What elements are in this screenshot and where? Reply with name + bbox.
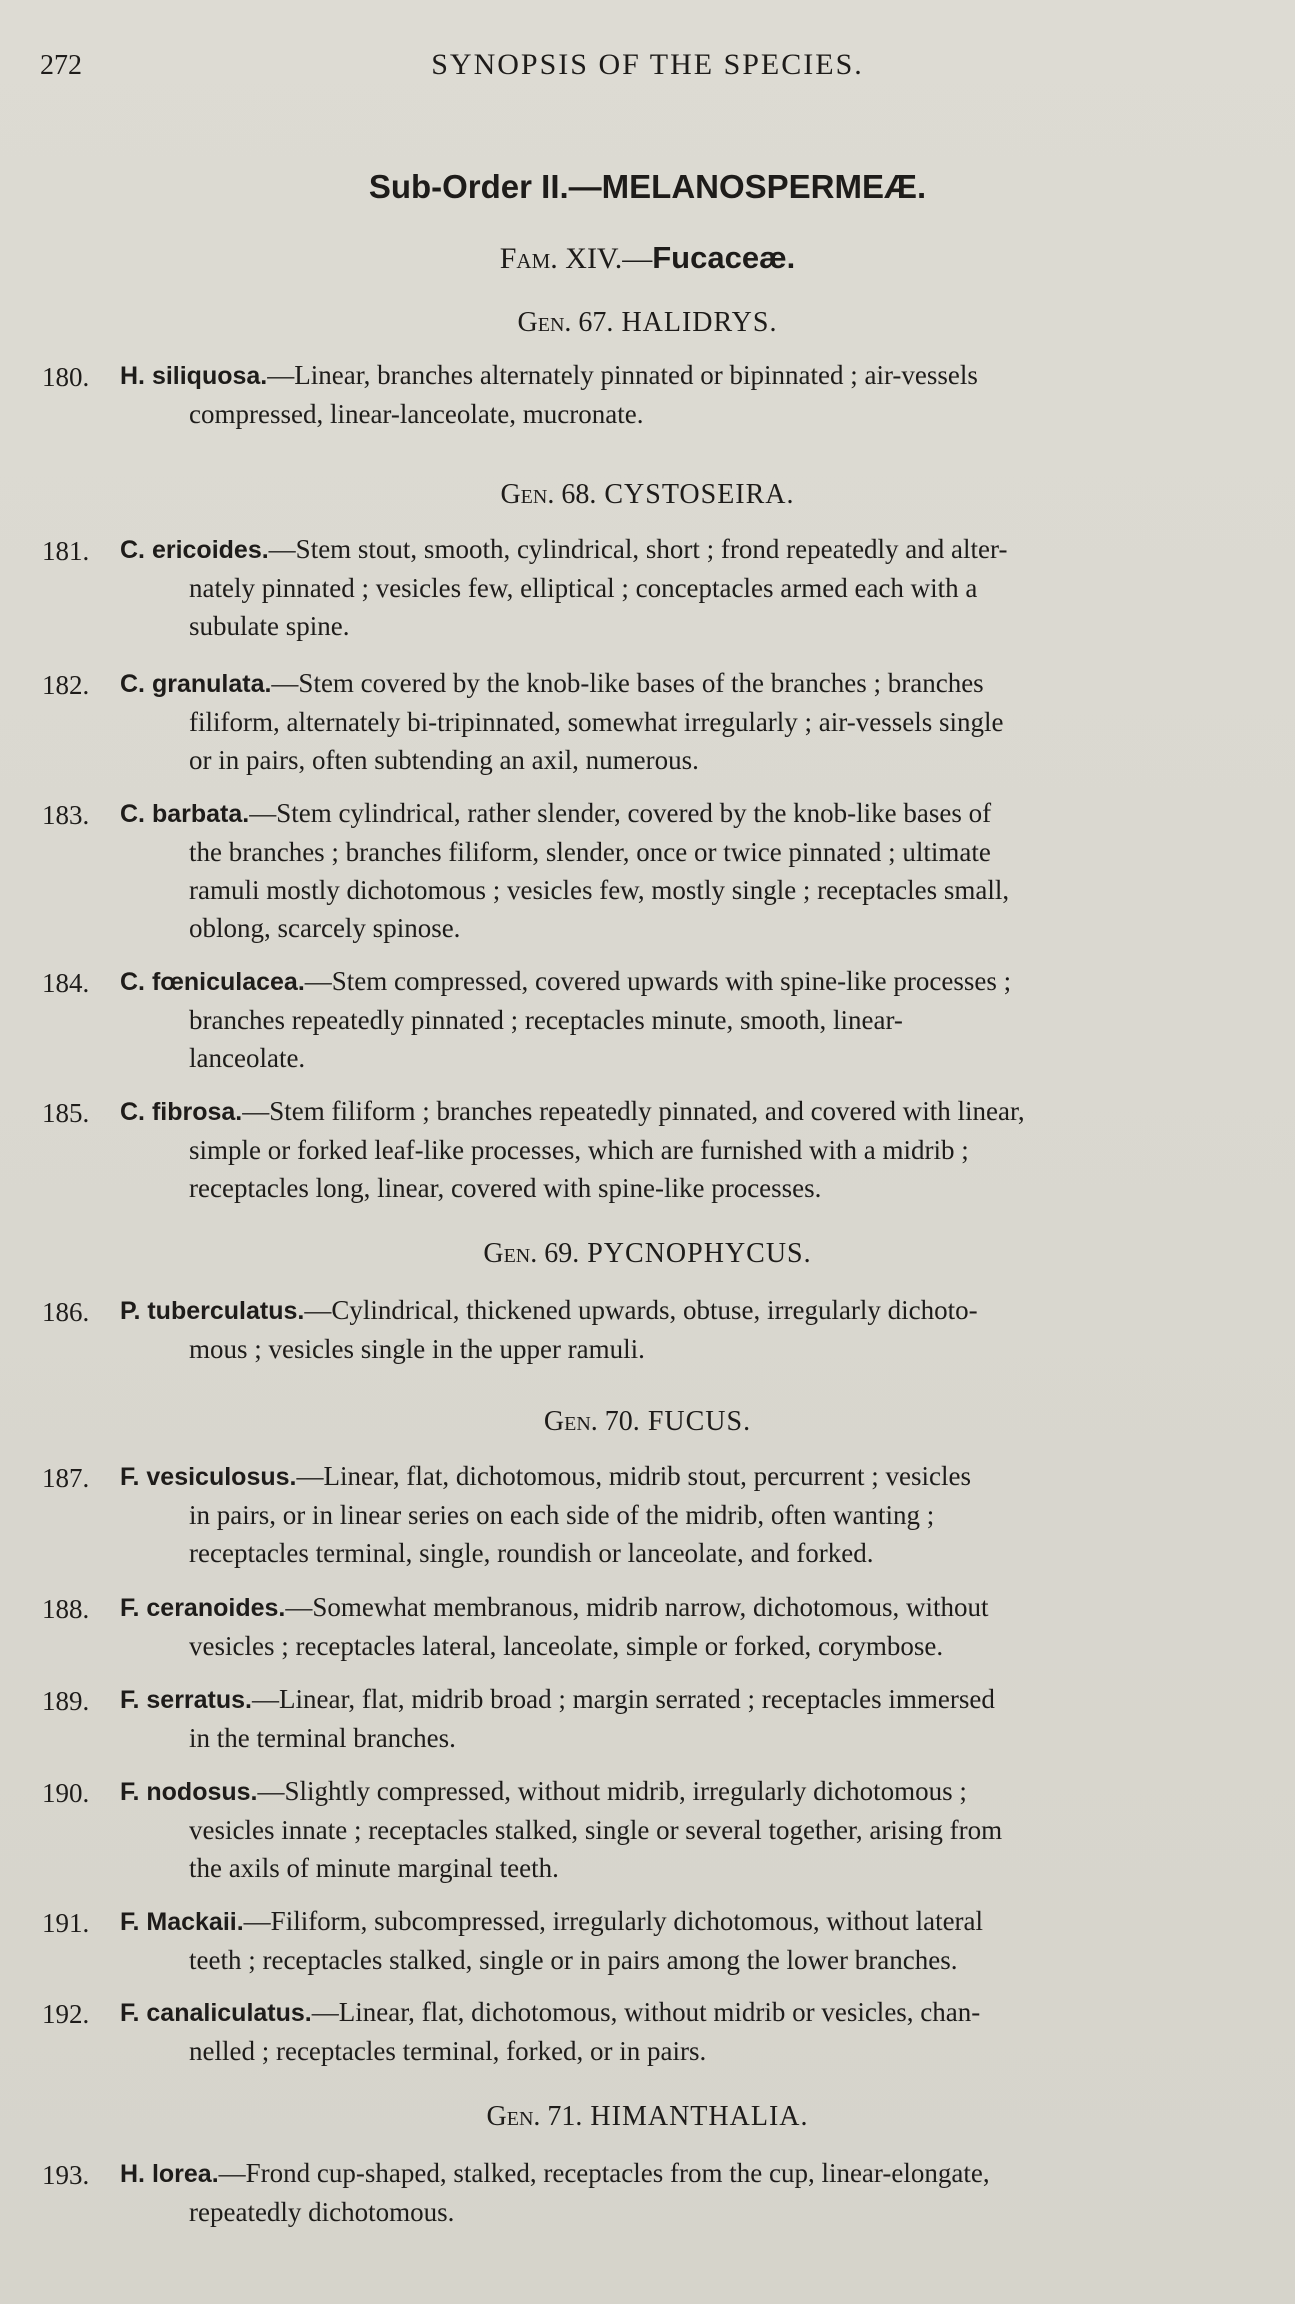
- entry-number: 181.: [42, 536, 90, 566]
- family-name: Fucaceæ.: [652, 240, 796, 275]
- species-name: C. barbata.: [120, 800, 250, 828]
- genus-name: HIMANTHALIA.: [590, 2101, 809, 2132]
- entry-continuation: lanceolate.: [189, 1043, 306, 1073]
- entry-continuation: filiform, alternately bi-tripinnated, somewhat irregularly ; air-vessels single: [189, 707, 1004, 737]
- entry-continuation: vesicles innate ; receptacles stalked, single or several together, arising from: [189, 1815, 1003, 1845]
- entry-continuation: subulate spine.: [189, 611, 350, 641]
- entry-text: [120, 1772, 1255, 1887]
- entry-number: 186.: [42, 1297, 90, 1327]
- species-name: C. fibrosa.: [120, 1098, 243, 1126]
- running-title: SYNOPSIS OF THE SPECIES.: [431, 48, 864, 81]
- entry-text: [120, 794, 1255, 947]
- entry-continuation: teeth ; receptacles stalked, single or in pairs among the lower branches.: [189, 1945, 958, 1975]
- entry-description: —Linear, flat, midrib broad ; margin serrated ; receptacles immersed: [252, 1684, 995, 1714]
- entry-continuation: vesicles ; receptacles lateral, lanceolate, simple or forked, corymbose.: [189, 1631, 944, 1661]
- entry-number: 182.: [42, 670, 90, 700]
- genus-label: Gen. 69.: [483, 1238, 580, 1269]
- entry-continuation: mous ; vesicles single in the upper ramuli.: [189, 1334, 645, 1364]
- family-prefix: Fam. XIV.—: [499, 242, 653, 275]
- entry-text: [120, 356, 1255, 433]
- entry-text: [120, 1902, 1255, 1979]
- entry-continuation: the branches ; branches filiform, slender, once or twice pinnated ; ultimate: [189, 837, 991, 867]
- species-name: F. canaliculatus.: [120, 1999, 312, 2027]
- entry-continuation: simple or forked leaf-like processes, which are furnished with a midrib ;: [189, 1135, 969, 1165]
- entry-text: [120, 1588, 1255, 1665]
- entry-description: —Stem compressed, covered upwards with spine-like processes ;: [304, 966, 1012, 996]
- genus-heading: [0, 2101, 1295, 2133]
- species-name: F. ceranoides.: [120, 1594, 286, 1622]
- species-name: F. vesiculosus.: [120, 1463, 297, 1491]
- entry-number: 184.: [42, 968, 90, 998]
- entry-description: —Stem cylindrical, rather slender, covered by the knob-like bases of: [249, 798, 992, 828]
- family-heading: [0, 240, 1295, 276]
- species-name: H. lorea.: [120, 2160, 219, 2188]
- entry-continuation: branches repeatedly pinnated ; receptacles minute, smooth, linear-: [189, 1005, 903, 1035]
- genus-name: HALIDRYS.: [621, 307, 778, 338]
- entry-text: [120, 1092, 1255, 1207]
- entry-description: —Somewhat membranous, midrib narrow, dichotomous, without: [285, 1592, 989, 1622]
- entry-description: —Filiform, subcompressed, irregularly dichotomous, without lateral: [243, 1906, 984, 1936]
- entry-text: [120, 1680, 1255, 1757]
- species-name: F. nodosus.: [120, 1778, 258, 1806]
- genus-heading: [0, 1406, 1295, 1438]
- entry-continuation: compressed, linear-lanceolate, mucronate.: [189, 399, 644, 429]
- entry-continuation: ramuli mostly dichotomous ; vesicles few, mostly single ; receptacles small,: [189, 875, 1010, 905]
- entry-description: —Linear, flat, dichotomous, midrib stout, percurrent ; vesicles: [296, 1461, 971, 1491]
- genus-heading: [0, 1238, 1295, 1270]
- entry-description: —Stem covered by the knob-like bases of the branches ; branches: [271, 668, 984, 698]
- entry-text: [120, 664, 1255, 779]
- genus-label: Gen. 67.: [517, 307, 614, 338]
- species-name: H. siliquosa.: [120, 362, 268, 390]
- entry-text: [120, 530, 1255, 645]
- entry-number: 190.: [42, 1778, 90, 1808]
- genus-name: CYSTOSEIRA.: [604, 479, 795, 510]
- entry-number: 180.: [42, 362, 90, 392]
- entry-continuation: or in pairs, often subtending an axil, numerous.: [189, 745, 699, 775]
- entry-continuation: the axils of minute marginal teeth.: [189, 1853, 559, 1883]
- entry-number: 188.: [42, 1594, 90, 1624]
- entry-number: 189.: [42, 1686, 90, 1716]
- entry-text: [120, 2154, 1255, 2231]
- entry-continuation: receptacles long, linear, covered with spine-like processes.: [189, 1173, 822, 1203]
- genus-heading: [0, 479, 1295, 511]
- entry-description: —Slightly compressed, without midrib, irregularly dichotomous ;: [257, 1776, 967, 1806]
- entry-continuation: in pairs, or in linear series on each side of the midrib, often wanting ;: [189, 1500, 935, 1530]
- entry-continuation: nelled ; receptacles terminal, forked, or in pairs.: [189, 2036, 707, 2066]
- genus-name: FUCUS.: [647, 1406, 752, 1437]
- entry-continuation: in the terminal branches.: [189, 1723, 456, 1753]
- entry-number: 187.: [42, 1463, 90, 1493]
- species-name: P. tuberculatus.: [120, 1297, 305, 1325]
- species-name: C. fœniculacea.: [120, 968, 305, 996]
- entry-continuation: repeatedly dichotomous.: [189, 2197, 455, 2227]
- genus-label: Gen. 70.: [543, 1406, 640, 1437]
- sub-order-heading: Sub-Order II.—MELANOSPERMEÆ.: [368, 168, 927, 205]
- entry-text: [120, 1993, 1255, 2070]
- entry-description: —Frond cup-shaped, stalked, receptacles from the cup, linear-elongate,: [218, 2158, 990, 2188]
- species-name: F. serratus.: [120, 1686, 253, 1714]
- species-name: F. Mackaii.: [120, 1908, 244, 1936]
- entry-description: —Linear, flat, dichotomous, without midrib or vesicles, chan-: [311, 1997, 981, 2027]
- entry-description: —Linear, branches alternately pinnated or bipinnated ; air-vessels: [267, 360, 978, 390]
- species-name: C. ericoides.: [120, 536, 269, 564]
- page-number: 272: [40, 50, 82, 81]
- entry-description: —Stem stout, smooth, cylindrical, short ; frond repeatedly and alter-: [268, 534, 1008, 564]
- genus-label: Gen. 68.: [500, 479, 597, 510]
- entry-number: 193.: [42, 2160, 90, 2190]
- species-name: C. granulata.: [120, 670, 272, 698]
- entry-continuation: nately pinnated ; vesicles few, elliptical ; conceptacles armed each with a: [189, 573, 978, 603]
- entry-continuation: oblong, scarcely spinose.: [189, 913, 461, 943]
- genus-label: Gen. 71.: [486, 2101, 583, 2132]
- entry-number: 185.: [42, 1098, 90, 1128]
- entry-continuation: receptacles terminal, single, roundish or lanceolate, and forked.: [189, 1538, 874, 1568]
- genus-heading: [0, 307, 1295, 339]
- entry-text: [120, 1457, 1255, 1572]
- entry-description: —Cylindrical, thickened upwards, obtuse, irregularly dichoto-: [304, 1295, 978, 1325]
- running-header: [0, 46, 1295, 86]
- entry-number: 192.: [42, 1999, 90, 2029]
- genus-name: PYCNOPHYCUS.: [587, 1238, 812, 1269]
- entry-text: [120, 1291, 1255, 1368]
- entry-description: —Stem filiform ; branches repeatedly pinnated, and covered with linear,: [242, 1096, 1025, 1126]
- entry-number: 183.: [42, 800, 90, 830]
- entry-number: 191.: [42, 1908, 90, 1938]
- entry-text: [120, 962, 1255, 1077]
